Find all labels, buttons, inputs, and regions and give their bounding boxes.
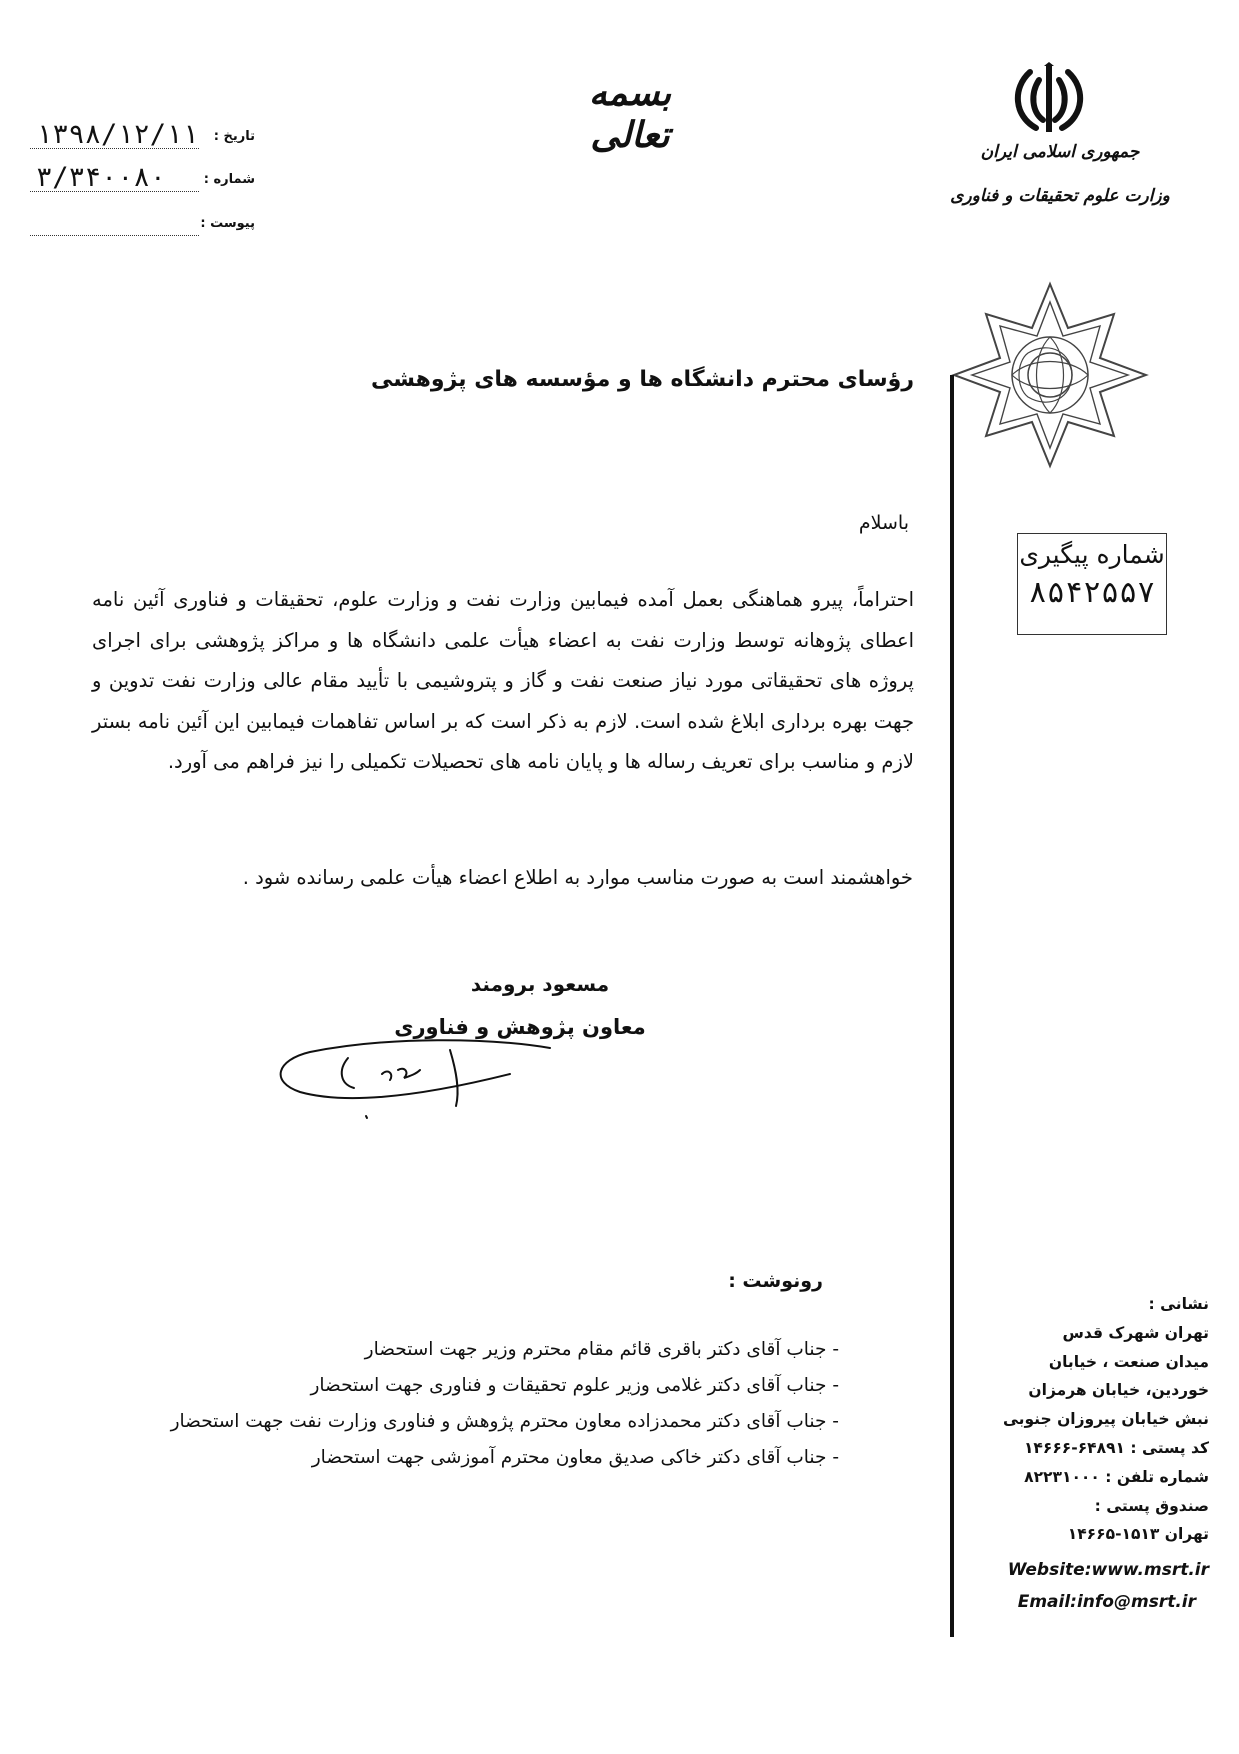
bismillah-heading: بسمه تعالی — [588, 72, 672, 156]
tracking-number-box — [1017, 533, 1167, 635]
address-line: صندوق پستی : — [1094, 1496, 1209, 1515]
country-name: جمهوری اسلامی ایران — [980, 142, 1140, 162]
tracking-label: شماره پیگیری — [1019, 540, 1165, 569]
letter-body: احتراماً، پیرو هماهنگی بعمل آمده فیمابین وزارت نفت و وزارت علوم، تحقیقات و فناوری آئین نامه اعطای پژوهانه توسط وزارت نفت به اعضاء هیأت علمی دانشگاه ها و مراکز پژوهشی برای اجرای پروژه های تحقیقاتی مورد نیاز صنعت نفت و گاز و پتروشیمی با تأیید مقام عالی وزارت نفت تدوین و جهت بهره برداری ابلاغ شده است. لازم به ذکر است که بر اساس تفاهمات فیمابین این آئین نامه بستر لازم و مناسب برای تعریف رساله ها و پایان نامه های تحصیلات تکمیلی را نیز فراهم می آورد. — [92, 588, 914, 773]
address-line: نبش خیابان پیروزان جنوبی — [1002, 1410, 1209, 1429]
number-value: ۳/۳۴۰۰۸۰ — [36, 162, 167, 193]
address-line: تهران شهرک قدس — [1062, 1323, 1209, 1342]
letter-request: خواهشمند است به صورت مناسب موارد به اطلاع اعضاء هیأت علمی رسانده شود . — [242, 866, 913, 889]
signatory-name: مسعود برومند — [470, 972, 610, 996]
number-row — [30, 162, 255, 196]
islamic-ornament-icon — [950, 280, 1150, 470]
cc-item: - جناب آقای دکتر غلامی وزیر علوم تحقیقات و فناوری جهت استحضار — [310, 1375, 839, 1396]
attachment-row — [30, 212, 255, 240]
website-link[interactable]: Website:www.msrt.ir — [1007, 1560, 1209, 1580]
address-line: میدان صنعت ، خیابان — [1048, 1352, 1209, 1371]
number-label: شماره : — [203, 172, 255, 187]
attachment-label: پیوست : — [200, 216, 255, 231]
address-line: نشانی : — [1148, 1295, 1209, 1313]
address-line: تهران ۱۵۱۳-۱۴۶۶۵ — [1067, 1525, 1209, 1544]
email-link[interactable]: Email:info@msrt.ir — [1017, 1592, 1196, 1612]
cc-heading: رونوشت : — [728, 1270, 823, 1292]
iran-emblem-icon — [1010, 62, 1088, 136]
letter-greeting: باسلام — [858, 512, 909, 534]
signatory-title: معاون پژوهش و فناوری — [394, 1015, 646, 1039]
address-line: کد پستی : ۶۴۸۹۱-۱۴۶۶۶ — [1023, 1438, 1209, 1457]
tracking-number: ۸۵۴۲۵۵۷ — [1028, 575, 1156, 610]
address-line: خوردین، خیابان هرمزان — [1028, 1381, 1209, 1400]
letter-recipient: رؤسای محترم دانشگاه ها و مؤسسه های پژوهشی — [371, 367, 914, 392]
vertical-divider — [950, 375, 954, 1637]
date-label: تاریخ : — [213, 129, 255, 144]
date-value: ۱۳۹۸/۱۲/۱۱ — [36, 119, 199, 150]
ministry-address — [979, 1290, 1209, 1549]
handwritten-signature — [270, 1030, 560, 1120]
cc-item: - جناب آقای دکتر محمدزاده معاون محترم پژوهش و فناوری وزارت نفت جهت استحضار — [170, 1411, 839, 1432]
cc-item: - جناب آقای دکتر باقری قائم مقام محترم وزیر جهت استحضار — [364, 1339, 839, 1360]
address-line: شماره تلفن : ۸۲۲۳۱۰۰۰ — [1024, 1467, 1209, 1486]
cc-item: - جناب آقای دکتر خاکی صدیق معاون محترم آموزشی جهت استحضار — [311, 1447, 839, 1468]
ministry-name: وزارت علوم تحقیقات و فناوری — [950, 186, 1170, 206]
cc-list — [171, 1332, 839, 1476]
date-row — [30, 119, 255, 153]
